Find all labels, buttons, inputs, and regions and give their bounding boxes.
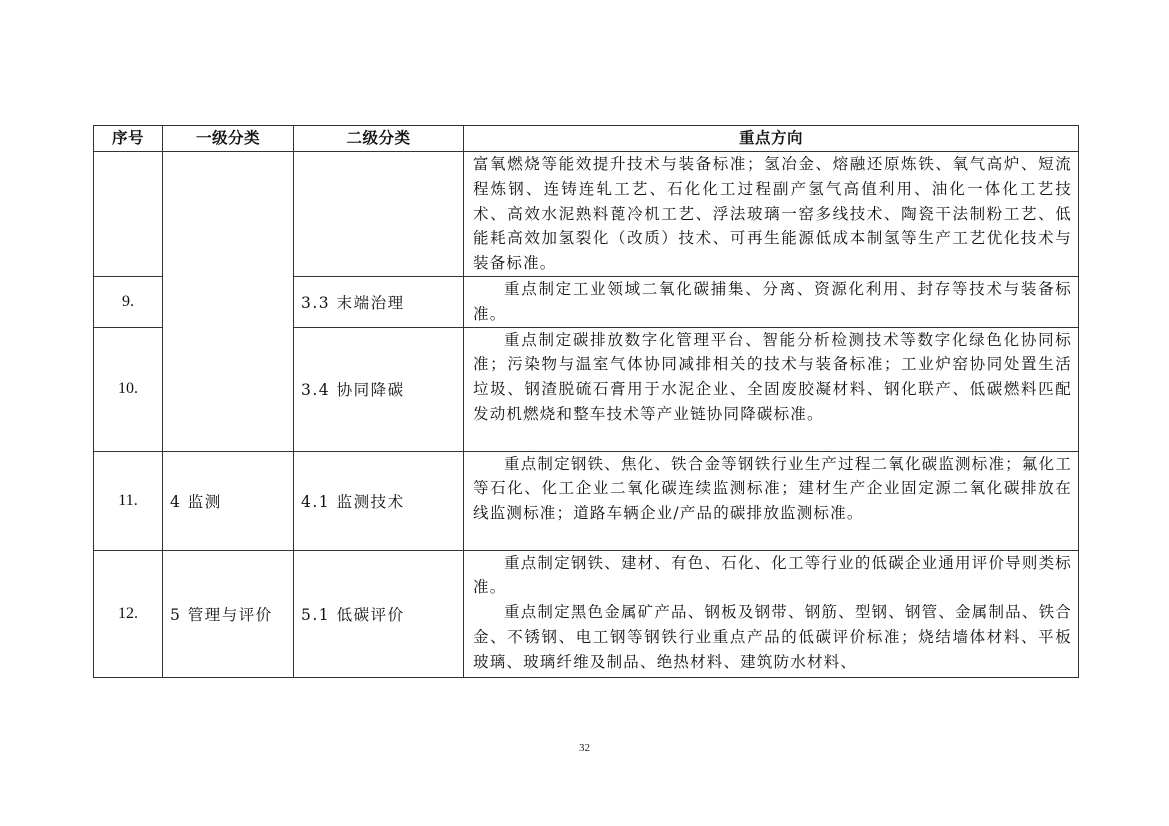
- table-row: [94, 451, 1079, 550]
- level1-category-cell: [163, 152, 294, 452]
- direction-paragraph: 重点制定钢铁、焦化、铁合金等钢铁行业生产过程二氧化碳监测标准；氟化工等石化、化工企业二氧化碳连续监测标准；建材生产企业固定源二氧化碳排放在线监测标准；道路车辆企业/产品的碳排放监测标准。: [473, 454, 1072, 523]
- table-header-row: [94, 126, 1079, 152]
- serial-number-cell: 10.: [94, 327, 163, 451]
- serial-number-cell: [94, 152, 163, 277]
- direction-paragraph: 富氧燃烧等能效提升技术与装备标准；氢冶金、熔融还原炼铁、氧气高炉、短流程炼钢、连铸连轧工艺、石化化工过程副产氢气高值利用、油化一体化工艺技术、高效水泥熟料蓖冷机工艺、浮法玻璃一窑多线技术、陶瓷干法制粉工艺、低能耗高效加氢裂化（改质）技术、可再生能源低成本制氢等生产工艺优化技术与装备标准。: [473, 155, 1072, 273]
- header-serial-number: 序号: [94, 126, 163, 152]
- table-row: [94, 550, 1079, 677]
- level2-category-cell: [294, 152, 464, 277]
- key-direction-cell: [464, 277, 1079, 328]
- level2-category-cell: 5.1 低碳评价: [294, 550, 464, 677]
- serial-number-cell: 9.: [94, 277, 163, 328]
- table-row: [94, 152, 1079, 277]
- header-level2-category: 二级分类: [294, 126, 464, 152]
- standards-table: [93, 125, 1079, 678]
- key-direction-cell: [464, 451, 1079, 550]
- direction-paragraph: 重点制定工业领域二氧化碳捕集、分离、资源化利用、封存等技术与装备标准。: [473, 280, 1072, 323]
- direction-paragraph: 重点制定碳排放数字化管理平台、智能分析检测技术等数字化绿色化协同标准；污染物与温室气体协同减排相关的技术与装备标准；工业炉窑协同处置生活垃圾、钢渣脱硫石膏用于水泥企业、全固废胶凝材料、钢化联产、低碳燃料匹配发动机燃烧和整车技术等产业链协同降碳标准。: [473, 330, 1072, 423]
- key-direction-cell: [464, 327, 1079, 451]
- header-key-direction: 重点方向: [464, 126, 1079, 152]
- level1-category-cell: 5 管理与评价: [163, 550, 294, 677]
- level2-category-cell: 3.3 末端治理: [294, 277, 464, 328]
- serial-number-cell: 12.: [94, 550, 163, 677]
- key-direction-cell: [464, 152, 1079, 277]
- direction-paragraph: 重点制定黑色金属矿产品、钢板及钢带、钢筋、型钢、钢管、金属制品、铁合金、不锈钢、电工钢等钢铁行业重点产品的低碳评价标准；烧结墙体材料、平板玻璃、玻璃纤维及制品、绝热材料、建筑防水材料、: [473, 603, 1072, 671]
- key-direction-cell: [464, 550, 1079, 677]
- level1-category-cell: 4 监测: [163, 451, 294, 550]
- level2-category-cell: 3.4 协同降碳: [294, 327, 464, 451]
- page-number: 32: [579, 742, 590, 754]
- level2-category-cell: 4.1 监测技术: [294, 451, 464, 550]
- direction-paragraph: 重点制定钢铁、建材、有色、石化、化工等行业的低碳企业通用评价导则类标准。: [473, 553, 1072, 597]
- header-level1-category: 一级分类: [163, 126, 294, 152]
- serial-number-cell: 11.: [94, 451, 163, 550]
